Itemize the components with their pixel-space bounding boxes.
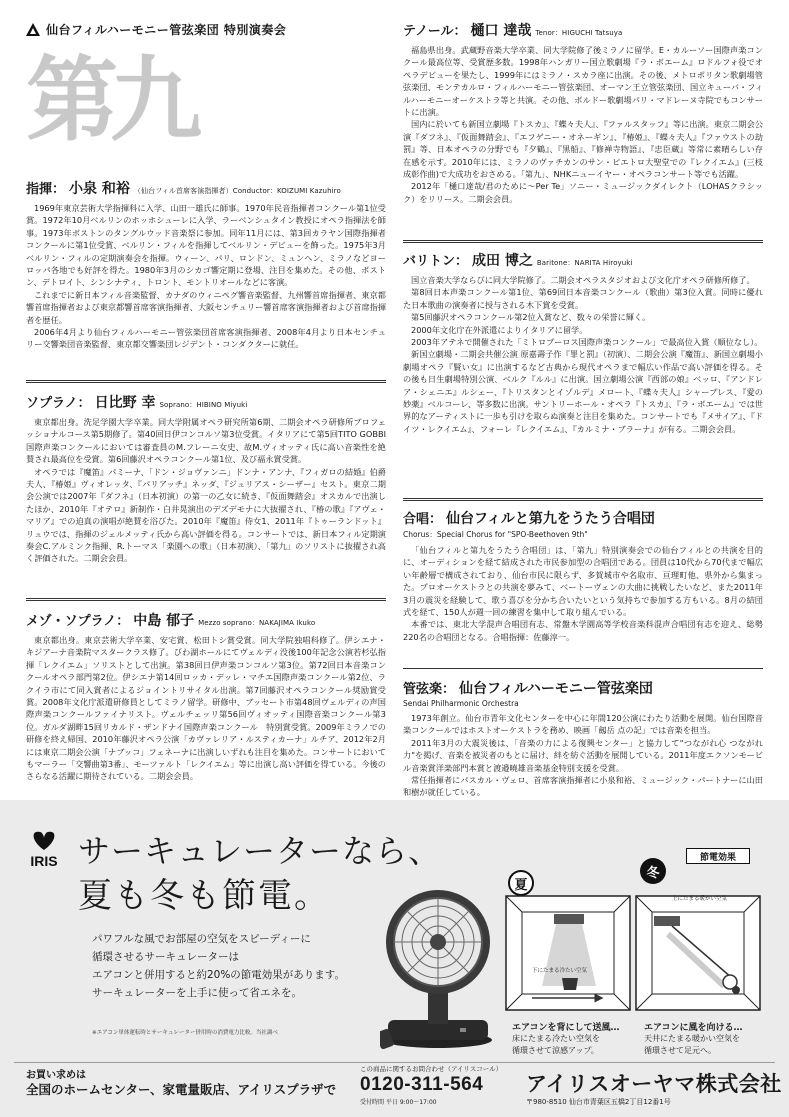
soprano-name: 日比野 幸: [94, 395, 156, 411]
tenor-name: 樋口 達哉: [470, 23, 532, 39]
right-column: [403, 0, 763, 800]
conductor-bio: [26, 202, 386, 351]
soprano-role: ソプラノ：: [26, 396, 91, 411]
soprano-heading: [26, 392, 386, 412]
ad-body-line: サーキュレーターを上手に使って省エネを。: [92, 987, 302, 999]
orchestra-para: 1973年創立。仙台市青年文化センターを中心に年間120公演にわたり活動を展開。仙台国際音楽コンクールではホストオーケストラを務め、映画「劔岳 点の記」では音楽を担当。: [403, 713, 763, 736]
baritone-para: 2000年文化庁在外派遣によりイタリアに留学。: [411, 324, 588, 335]
chorus-para: 「仙台フィルと第九をうたう合唱団」は、「第九」特別演奏会での仙台フィルとの共演を目的に、オーディションを経て結成された市民参加型の合唱団である。団員は10代から70代まで幅広い年齢層で構成されており、仙台市民に限らず、多賀城市や名取市、亘理町他、県外から集まった。プロオーケストラとの共演を夢みて、ベートーヴェンの大曲に挑戦したいなど、また2011年3月の震災を経験して、歌う喜びを分かち合いたいという気持ちで参加する方もいる。8月の結団式を経て、150人が週一回の練習を集中して取り組んでいる。: [403, 545, 763, 618]
chorus-subtitle: Chorus：Special Chorus for "SPO-Beethoven 9th": [403, 530, 588, 539]
section-divider: [26, 380, 386, 383]
orchestra-section: [403, 678, 763, 799]
soprano-para: オペラでは『魔笛』パミーナ、「ドン・ジョヴァンニ」ドンナ・アンナ、『フィガロの結婚』伯爵夫人、『椿姫』ヴィオレッタ、『パリアッチ』ネッダ、『ジュリアス・シーザー』セスト。東京二期会公演では2007年『ダフネ』（日本初演）の第一の乙女に続き、『仮面舞踏会』オスカルで出演したほか、2010年『オテロ』新制作・白井晃演出のデズデモナに大抜擢され、『椿の歌』『アヴェ・マリア』での迫真の演唱が絶賛を浴びた。2010年『魔笛』侍女1、2011年『トゥーランドット』リュウでは、指揮のジェルメッティ氏から高い評価を得る。コンサートでは、新日本フィル定期演奏会C.アルミンク指揮、R.トーマス「楽園への歌」（日本初演）、「第九」のソリストに抜擢され高く評価された。二期会会員。: [26, 466, 386, 564]
baritone-para: 新国立劇場・二期会共催公演 原嘉壽子作『罪と罰』（初演）、二期会公演『魔笛』、新国立劇場小劇場オペラ『賢い女』に出演するなど古典から現代オペラまで幅広い作品で高い評価を得る。その後も日生劇場特別公演、ベルク『ルル』に出演。国立劇場公演『西部の娘』ベッロ、『アンドレア・シェニエ』ルシェー、『トリスタンとイゾルデ』メロート、『蝶々夫人』シャープレス、『愛の妙薬』ベルコーレ、等多数に出演。サントリーホール・オペラ『トスカ』、『ラ・ボエーム』では世界的なアーティストに一歩も引けを取らぬ演奏と注目を集めた。コンサートでも『メサイア』、『ドイツ・レクイエム』、フォーレ『レクイエム』、『カルミナ・ブラーナ』が有る。二期会会員。: [403, 349, 763, 434]
energy-saving-badge: 節電効果: [686, 848, 750, 864]
iris-logo-icon: [18, 828, 70, 868]
baritone-subtitle: Baritone：NARITA Hiroyuki: [536, 259, 633, 267]
conductor-para: 2006年4月より仙台フィルハーモニー管弦楽団首席客演指揮者、2008年4月より日本センチュリー交響楽団音楽監督、東京都交響楽団レジデント・コンダクターに就任。: [26, 327, 386, 350]
orchestra-heading: [403, 678, 763, 698]
orchestra-bio: [403, 712, 763, 799]
left-column: [26, 0, 386, 800]
footer-contact-label: この商品に関するお問合わせ（アイリスコール）: [360, 1065, 503, 1073]
section-divider: [26, 598, 386, 601]
chorus-section: [403, 508, 763, 643]
ad-headline-1: サーキュレーターなら、: [78, 832, 442, 870]
winter-caption-line: 循環させて足元へ。: [644, 1046, 716, 1055]
big-title-watermark: 第九: [26, 46, 195, 154]
chorus-name: 仙台フィルと第九をうたう合唱団: [446, 511, 655, 527]
summer-caption-title: エアコンを背にして送風…: [512, 1023, 620, 1033]
conductor-name: 小泉 和裕: [69, 181, 130, 197]
baritone-bio: [403, 274, 763, 435]
footer-phone-number[interactable]: 0120-311-564: [360, 1074, 484, 1095]
conductor-section: [26, 178, 386, 351]
mezzo-bio: [26, 634, 386, 783]
orchestra-para: 2011年3月の大震災後は、「音楽の力による復興センター」と協力して"つながれ心 つながれ力"を掲げ、音楽を被災者のもとに届け、絆を紡ぐ活動を展開している。2011年度エクソンモービル音楽賞洋楽部門本賞と渡邉曉雄音楽基金特別支援を受賞。: [403, 737, 763, 773]
ad-body-line: パワフルな風でお部屋の空気をスピーディーに: [92, 933, 311, 945]
tenor-section: [403, 20, 763, 205]
conductor-para: 1969年東京芸術大学指揮科に入学、山田一雄氏に師事。1970年民音指揮者コンクール第1位受賞。1972年10月ベルリンのホッホシューレに入学、ラーベンシュタイン教授にオペラ指揮法を師事。1973年ボストンのタングルウッド音楽祭に参加。同年11月には、第3回カラヤン国際指揮者コンクールに第1位受賞、ベルリン・フィルを指揮してベルリン・デビューを飾った。1975年3月ベルリン・フィルの定期演奏会を指揮。ウィーン、パリ、ロンドン、ミュンヘン、ミラノなどヨーロッパ各地でも好評を得た。1980年3月のシカゴ響定期に登場、注目を集めた。その他、ボストン、デトロイト、シンシナティ、トロント、モントリオールなどに客演。: [26, 203, 386, 288]
summer-caption-body: [512, 1033, 600, 1057]
summer-badge: 夏: [508, 870, 534, 896]
iris-logo-text: IRIS: [30, 853, 58, 868]
conductor-para: これまでに新日本フィル音楽監督、カナダのウィニペグ響音楽監督、九州響首席指揮者、東京都響首席指揮者および東京都響首席客演指揮者、大阪センチュリー響首席客演指揮者および首席指揮者を歴任。: [26, 289, 386, 325]
conductor-role: 指揮：: [26, 182, 66, 197]
ad-body-line: エアコンと併用すると約20%の節電効果があります。: [92, 969, 345, 981]
mezzo-name: 中島 郁子: [133, 613, 195, 629]
tenor-role: テノール：: [403, 24, 467, 39]
footer-buy-label: お買い求めは: [26, 1070, 86, 1081]
section-divider: [403, 240, 763, 243]
ad-headline-2: 夏も冬も節電。: [78, 876, 330, 916]
mezzo-section: [26, 610, 386, 783]
baritone-para: 第5回藤沢オペラコンクール第2位入賞など、数々の栄誉に輝く。: [411, 312, 651, 323]
soprano-section: [26, 392, 386, 565]
conductor-heading: [26, 178, 386, 198]
mezzo-role: メゾ・ソプラノ：: [26, 614, 130, 629]
soprano-para: 東京都出身。洗足学園大学卒業。同大学附属オペラ研究所第6期、二期会オペラ研修所プロフェッショナルコース第5期修了。第40回日伊コンコルソ第3位受賞。イタリアにて第5回TITO GOBBI国際声楽コンクールにおいては審査員のM.フレーニ女史、故M.ヴィオッティ氏に高い音楽性を絶賛され最高位を受賞。第6回藤沢オペラコンクール第1位、及び福永賞受賞。: [26, 417, 386, 465]
baritone-para: 2003年アテネで開催された「ミトロプーロス国際声楽コンクール」で最高位入賞（順位なし）。: [411, 337, 763, 348]
baritone-name: 成田 博之: [472, 253, 533, 269]
orchestra-para: 常任指揮者にパスカル・ヴェロ、首席客演指揮者に小泉和裕、ミュージック・パートナーに山田和樹が就任している。: [403, 775, 763, 798]
soprano-bio: [26, 416, 386, 565]
tenor-para: 福島県出身。武蔵野音楽大学卒業、同大学院修了後ミラノに留学。E・カルーソー国際声楽コンクール最高位等、受賞歴多数。1998年ハンガリー国立歌劇場『ラ・ボエーム』ロドルフォ役でオペラデビューを果たし、1999年にはミラノ・スカラ座に出演。その後、メトロポリタン歌劇場管弦楽団、モンテカルロ・フィルハーモニー管弦楽団、オーマン王立管弦楽団、国立キューバ・フィルハーモニーオーケストラ等と共演。その他、ボルドー歌劇場パリ・マドレーヌ寺院でもコンサートに出演。: [403, 45, 763, 118]
mezzo-subtitle: Mezzo soprano：NAKAJIMA Ikuko: [198, 619, 316, 627]
summer-caption-line: 循環させて涼感アップ。: [512, 1046, 599, 1055]
winter-badge: 冬: [640, 858, 666, 884]
winter-diagram-label: 上にたまる暖かい空気: [672, 896, 728, 902]
footer-divider: [14, 1062, 775, 1063]
summer-caption-line: 床にたまる冷たい空気を: [512, 1034, 600, 1043]
baritone-heading: [403, 250, 763, 270]
mezzo-para: 東京都出身。東京芸術大学卒業、安宅賞、松田トシ賞受賞。同大学院独唱科修了。伊シエナ・キジアーナ音楽院マスタークラス修了。びわ湖ホールにてヴェルディ没後100年記念公演若杉弘指揮「レクイエム」ソリストとして出演。第38回日伊声楽コンコルソ第3位。第72回日本音楽コンクールオペラ部門第2位。伊シエナ第14回ロッカ・デッレ・マチエ国際声楽コンクール第2位、ラクイラ市にて同入賞者によるジョイントリサイタル出演。第7回藤沢オペラコンクール奨励賞受賞。2008年文化庁派遣研修員としてミラノ留学。研修中、ブッセート市第48回ヴェルディの声国際声楽コンクールファイナリスト。ヴェルチェッリ第56回ヴィオッティ国際音楽コンクール第3位。ガルダ湖畔15回リカルド・ザンドナイ国際声楽コンクール 特別賞受賞。2009年ミラノでの研修を終え帰国、2010年藤沢オペラ公演「カヴァレリア・ルスティカーナ」ルチア、2012年2月には東京二期会公演「ナブッコ」フェネーナに出演しいずれも注目を集めた。コンサートにおいてもマーラー「交響曲第3番」、モーツァルト「レクイエム」等に出演し高い評価を得ている。今後のさらなる活躍に期待されている。二期会会員。: [26, 635, 386, 782]
chorus-role: 合唱：: [403, 512, 443, 527]
ad-body-line: 循環させるサーキュレーターは: [92, 951, 239, 963]
winter-caption-body: [644, 1033, 740, 1057]
winter-caption-line: 天井にたまる暖かい空気を: [644, 1034, 740, 1043]
winter-caption-title: エアコンに風を向ける…: [644, 1023, 743, 1033]
footer-company-name: アイリスオーヤマ株式会社: [526, 1072, 782, 1096]
orchestra-subtitle: Sendai Philharmonic Orchestra: [403, 699, 519, 708]
section-divider: [403, 498, 763, 501]
tenor-subtitle: Tenor：HIGUCHI Tatsuya: [535, 29, 623, 37]
section-divider: [403, 668, 763, 669]
chorus-bio: [403, 544, 763, 643]
mezzo-heading: [26, 610, 386, 630]
footer-address: 〒980-8510 仙台市青葉区五橋2丁目12番1号: [526, 1098, 671, 1106]
chorus-heading: [403, 508, 763, 528]
ad-footnote: ※エアコン単体運転時とサーキュレーター併用時の消費電力比較。当社調べ: [92, 1030, 278, 1036]
tenor-bio: [403, 44, 763, 205]
footer-stores: 全国のホームセンター、家電量販店、アイリスプラザで: [26, 1082, 337, 1097]
conductor-subtitle: （仙台フィル首席客演指揮者）Conductor：KOIZUMI Kazuhiro: [133, 187, 341, 195]
ad-body-text: [92, 930, 382, 1002]
baritone-section: [403, 250, 763, 435]
winter-room-diagram: [632, 886, 764, 1016]
footer-hours: 受付時間 平日 9:00～17:00: [360, 1099, 437, 1106]
soprano-subtitle: Soprano：HIBINO Miyuki: [159, 401, 248, 409]
baritone-para: 第8回日本声楽コンクール第1位、第69回日本音楽コンクール（歌曲）第3位入賞。同時に優れた日本歌曲の演奏者に授与される木下賞を受賞。: [403, 287, 763, 310]
summer-room-diagram: [502, 886, 634, 1016]
tenor-para: 2012年「樋口達哉/君のために～Per Te」ソニー・ミュージックダイレクト（LOHASクラシック）をリリース。二期会会員。: [403, 181, 763, 204]
orchestra-name: 仙台フィルハーモニー管弦楽団: [459, 681, 653, 697]
program-title: 仙台フィルハーモニー管弦楽団 特別演奏会: [46, 22, 287, 37]
chorus-para: 本番では、東北大学混声合唱団有志、常盤木学園高等学校音楽科混声合唱団有志を迎え、総勢220名の合唱団となる。合唱指揮：佐藤淳一。: [403, 619, 763, 642]
baritone-para: 国立音楽大学ならびに同大学院修了。二期会オペラスタジオおよび文化庁オペラ研修所修了。: [411, 275, 755, 285]
circulator-fan-icon: [380, 880, 496, 1050]
orchestra-role: 管弦楽：: [403, 682, 456, 697]
tenor-para: 国内に於いても新国立劇場『トスカ』、『蝶々夫人』、『ファルスタッフ』等に出演。東京二期会公演『ダフネ』、『仮面舞踏会』、『エフゲニー・オネーギン』、『椿姫』、『蝶々夫人』『ファウストの劫罰』等、日本オペラの分野でも『夕鶴』、『黒船』、『修禅寺物語』、『忠臣蔵』等常に素晴らしい存在感を示す。2010年には、ミラノのヴァチカンのサン・ピエトロ大聖堂での『レクイエム』(三枝成彰作曲)で大成功をおさめる。「第九」、NHKニューイヤー・オペラコンサート等でも活躍。: [403, 119, 763, 180]
summer-diagram-label: 下にたまる冷たい空気: [532, 968, 588, 974]
baritone-role: バリトン：: [403, 254, 469, 269]
tenor-heading: [403, 20, 763, 40]
